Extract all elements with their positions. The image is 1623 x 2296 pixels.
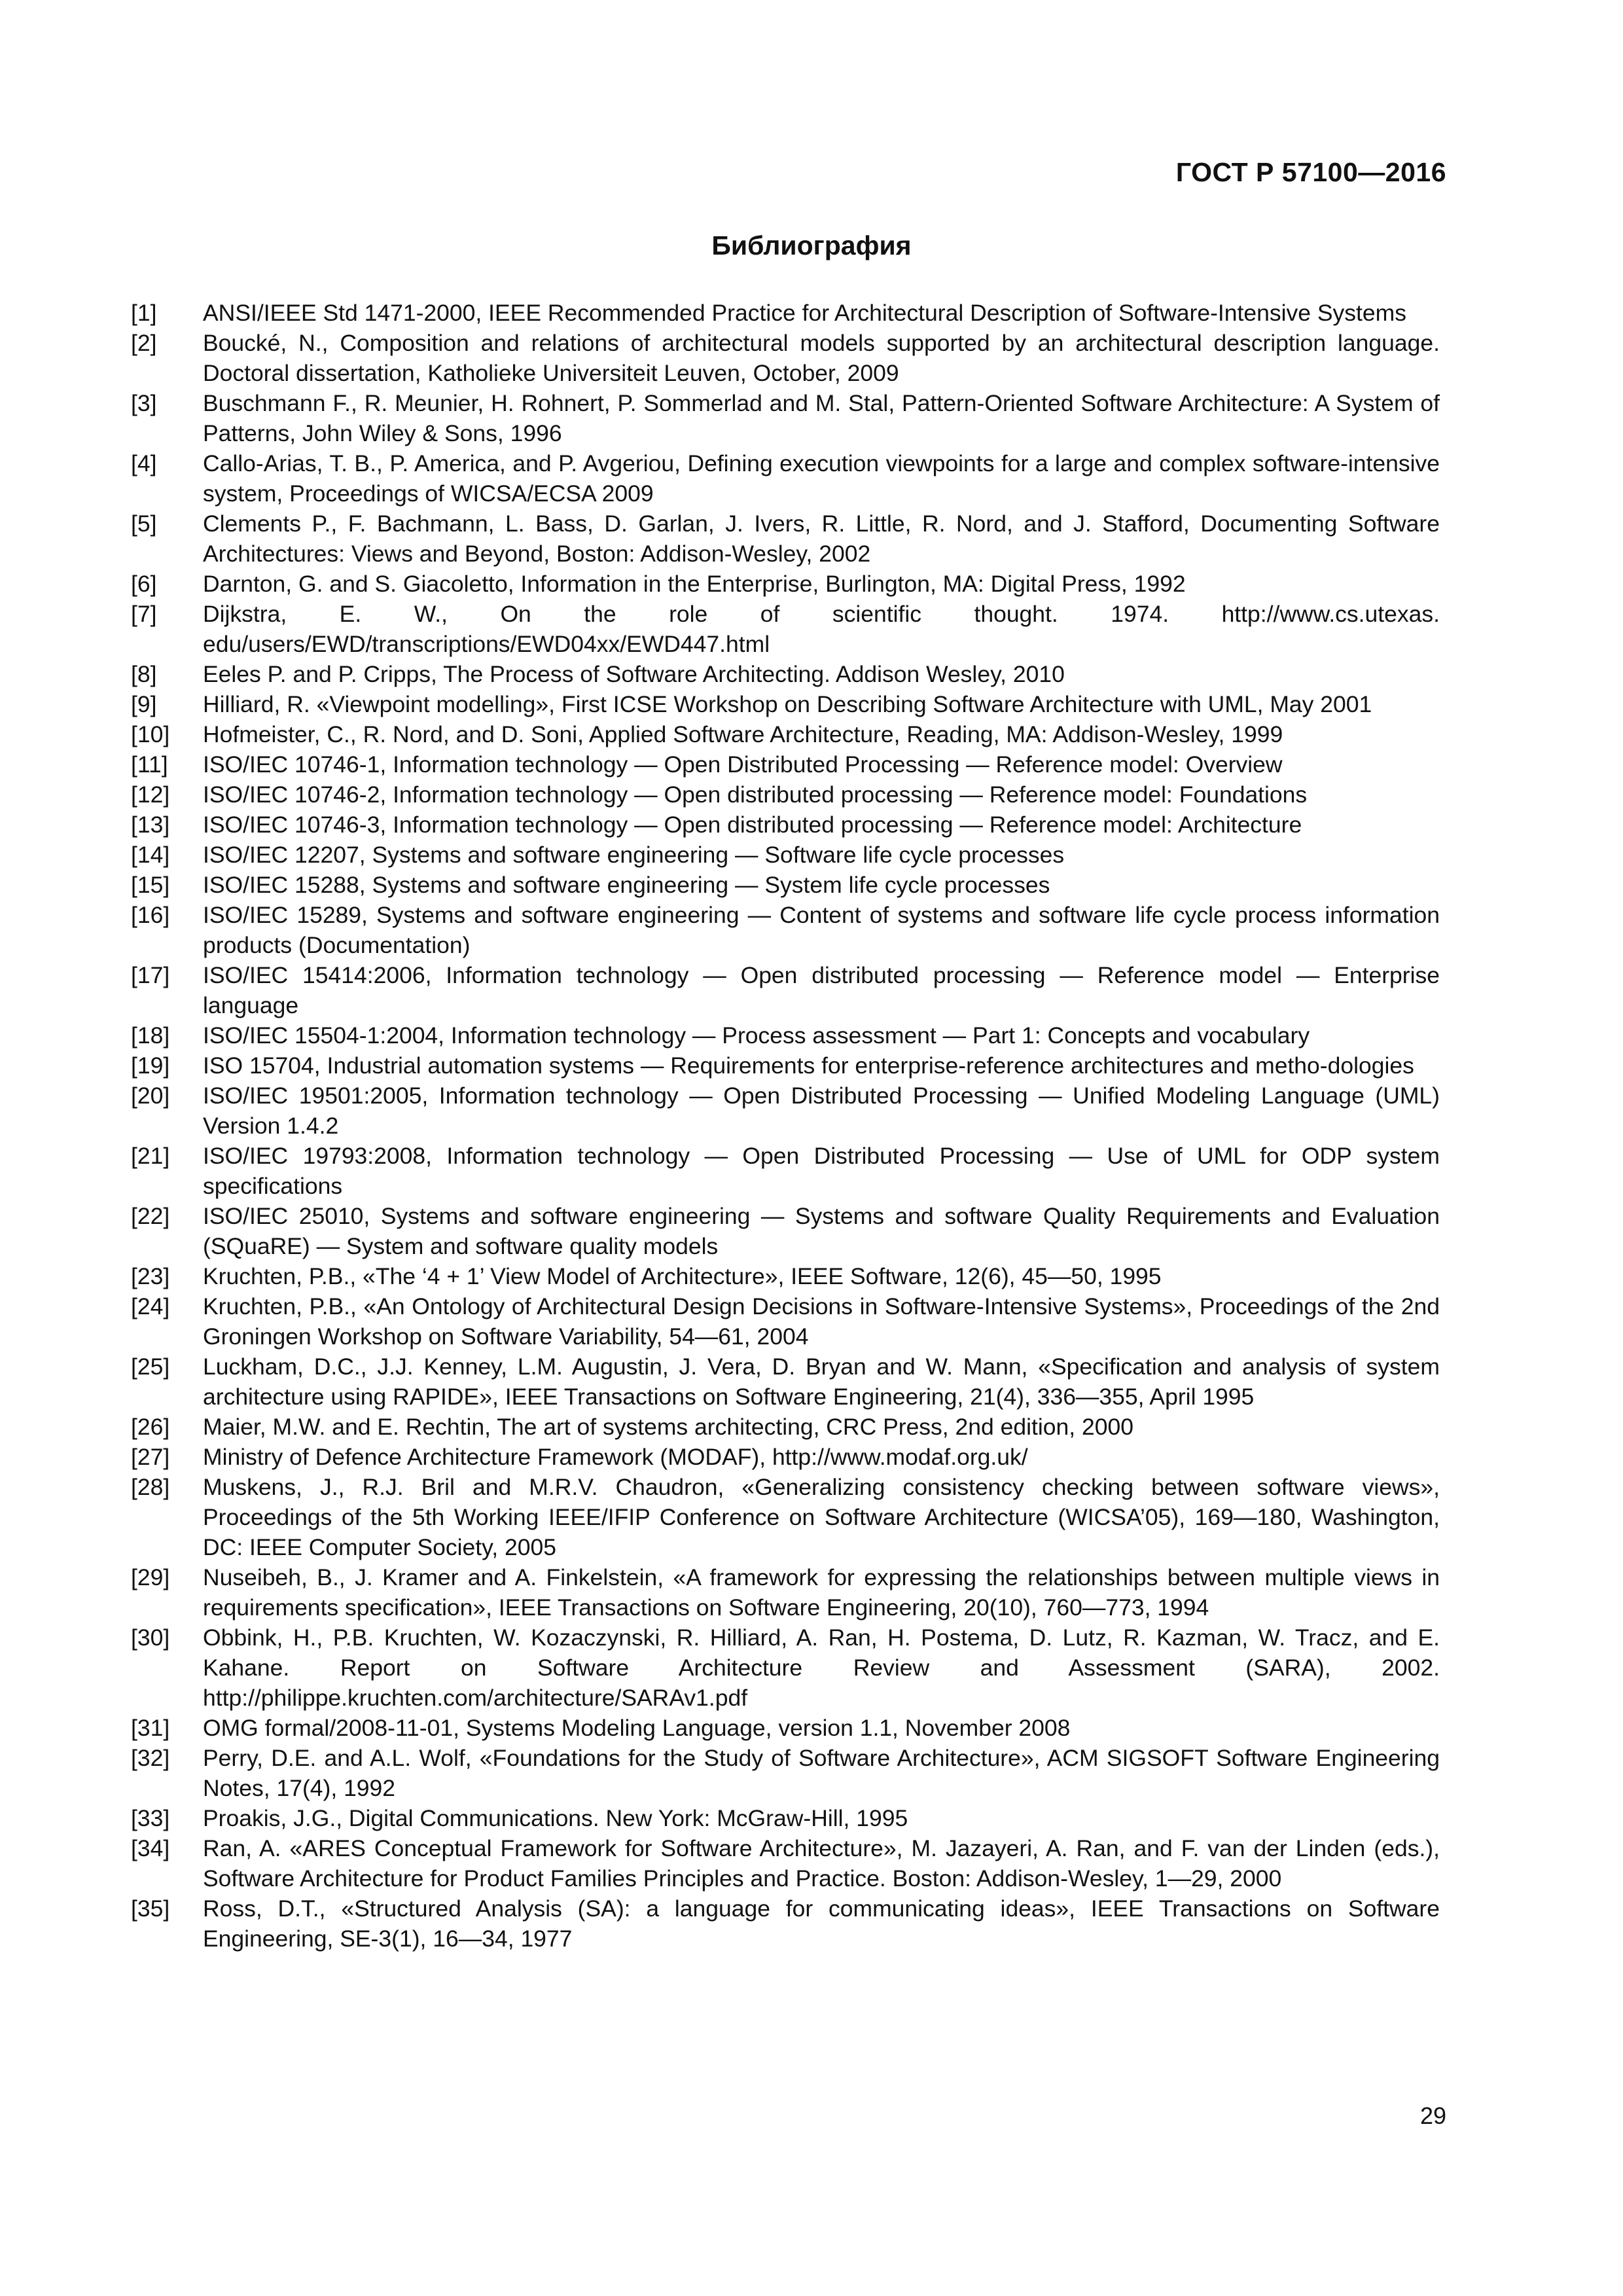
entry-text: ISO 15704, Industrial automation systems — Requirements for enterprise-reference architectures and metho-dologies xyxy=(203,1052,1414,1079)
entry-text: ISO/IEC 12207, Systems and software engineering — Software life cycle processes xyxy=(203,842,1065,868)
bibliography-entry xyxy=(131,689,1440,719)
entry-text: ISO/IEC 19793:2008, Information technology — Open Distributed Processing — Use of UML for ODP system specifications xyxy=(203,1143,1440,1199)
entry-number: [20] xyxy=(131,1083,170,1109)
bibliography-entry xyxy=(131,599,1440,659)
entry-text: Kruchten, P.B., «An Ontology of Architectural Design Decisions in Software-Intensive Systems», Proceedings of the 2nd Groningen Workshop on Software Variability, 54—61, 2004 xyxy=(203,1293,1440,1350)
bibliography-entry xyxy=(131,810,1440,840)
entry-text: Hilliard, R. «Viewpoint modelling», First ICSE Workshop on Describing Software Architecture with UML, May 2001 xyxy=(203,691,1372,717)
entry-text: ISO/IEC 10746-1, Information technology — Open Distributed Processing — Reference model: Overview xyxy=(203,751,1283,778)
bibliography-entry xyxy=(131,1020,1440,1050)
entry-number: [25] xyxy=(131,1354,170,1380)
entry-text: ANSI/IEEE Std 1471-2000, IEEE Recommended Practice for Architectural Description of Software-Intensive Systems xyxy=(203,300,1406,326)
entry-text: ISO/IEC 10746-2, Information technology — Open distributed processing — Reference model: Foundations xyxy=(203,781,1308,808)
entry-number: [18] xyxy=(131,1022,170,1049)
entry-number: [22] xyxy=(131,1203,170,1229)
bibliography-entry xyxy=(131,749,1440,780)
entry-number: [5] xyxy=(131,511,157,537)
page-title: Библиография xyxy=(711,230,912,260)
entry-text: Darnton, G. and S. Giacoletto, Information in the Enterprise, Burlington, MA: Digital Press, 1992 xyxy=(203,571,1186,597)
bibliography-entry xyxy=(131,1081,1440,1141)
entry-text: Buschmann F., R. Meunier, H. Rohnert, P. Sommerlad and M. Stal, Pattern-Oriented Software Architecture: A System of Patterns, John Wiley & Sons, 1996 xyxy=(203,390,1440,446)
entry-number: [21] xyxy=(131,1143,170,1169)
bibliography-entry xyxy=(131,1893,1440,1954)
entry-number: [31] xyxy=(131,1715,170,1741)
bibliography-entry xyxy=(131,1201,1440,1261)
bibliography-entry xyxy=(131,328,1440,388)
entry-text: Boucké, N., Composition and relations of architectural models supported by an architectural description language. Doctoral dissertation, Katholieke Universiteit Leuven, October, 2009 xyxy=(203,330,1440,386)
entry-text: Dijkstra, E. W., On the role of scientific thought. 1974. http://www.cs.utexas. edu/users/EWD/transcriptions/EWD04xx/EWD447.html xyxy=(203,601,1440,657)
bibliography-entry xyxy=(131,1743,1440,1803)
entry-number: [19] xyxy=(131,1052,170,1079)
bibliography-entry xyxy=(131,569,1440,599)
bibliography-entry xyxy=(131,1803,1440,1833)
entry-number: [23] xyxy=(131,1263,170,1289)
entry-number: [14] xyxy=(131,842,170,868)
entry-number: [4] xyxy=(131,450,157,476)
entry-text: ISO/IEC 15289, Systems and software engineering — Content of systems and software life cycle process information products (Documentation) xyxy=(203,902,1440,958)
entry-text: ISO/IEC 15288, Systems and software engineering — System life cycle processes xyxy=(203,872,1050,898)
entry-number: [26] xyxy=(131,1414,170,1440)
bibliography-entry xyxy=(131,1623,1440,1713)
entry-text: Ross, D.T., «Structured Analysis (SA): a language for communicating ideas», IEEE Transactions on Software Engineering, SE-3(1), 16—34, 1977 xyxy=(203,1895,1440,1952)
entry-number: [17] xyxy=(131,962,170,988)
entry-number: [1] xyxy=(131,300,157,326)
entry-number: [9] xyxy=(131,691,157,717)
entry-number: [8] xyxy=(131,661,157,687)
entry-number: [13] xyxy=(131,812,170,838)
entry-number: [28] xyxy=(131,1474,170,1500)
entry-text: Ran, A. «ARES Conceptual Framework for Software Architecture», M. Jazayeri, A. Ran, and F. van der Linden (eds.), Software Architecture for Product Families Principles and Practice. Boston: Addison-Wesley, 1—29, 2000 xyxy=(203,1835,1440,1892)
entry-number: [15] xyxy=(131,872,170,898)
entry-number: [12] xyxy=(131,781,170,808)
bibliography-entry xyxy=(131,1713,1440,1743)
entry-text: Muskens, J., R.J. Bril and M.R.V. Chaudron, «Generalizing consistency checking between software views», Proceedings of the 5th Working IEEE/IFIP Conference on Software Architecture (WICSA’05), 169—180, Washington, DC: IEEE Computer Society, 2005 xyxy=(203,1474,1440,1560)
bibliography-entry xyxy=(131,840,1440,870)
bibliography-entry xyxy=(131,870,1440,900)
entry-number: [29] xyxy=(131,1564,170,1590)
page-number: 29 xyxy=(1419,2102,1446,2129)
bibliography-entry xyxy=(131,1050,1440,1081)
bibliography-entry xyxy=(131,448,1440,509)
bibliography-entry xyxy=(131,900,1440,960)
bibliography-entry xyxy=(131,1833,1440,1893)
bibliography-entry xyxy=(131,1442,1440,1472)
entry-text: ISO/IEC 10746-3, Information technology — Open distributed processing — Reference model: Architecture xyxy=(203,812,1302,838)
entry-text: OMG formal/2008-11-01, Systems Modeling Language, version 1.1, November 2008 xyxy=(203,1715,1071,1741)
entry-text: Nuseibeh, B., J. Kramer and A. Finkelstein, «A framework for expressing the relationships between multiple views in requirements specification», IEEE Transactions on Software Engineering, 20(10), 760—773, 1994 xyxy=(203,1564,1440,1621)
entry-text: Ministry of Defence Architecture Framework (MODAF), http://www.modaf.org.uk/ xyxy=(203,1444,1028,1470)
bibliography-entry xyxy=(131,960,1440,1020)
entry-text: Perry, D.E. and A.L. Wolf, «Foundations for the Study of Software Architecture», ACM SIGSOFT Software Engineering Notes, 17(4), 1992 xyxy=(203,1745,1440,1801)
entry-text: Proakis, J.G., Digital Communications. New York: McGraw-Hill, 1995 xyxy=(203,1805,908,1831)
entry-text: ISO/IEC 15504-1:2004, Information technology — Process assessment — Part 1: Concepts and vocabulary xyxy=(203,1022,1310,1049)
entry-number: [27] xyxy=(131,1444,170,1470)
bibliography-entry xyxy=(131,719,1440,749)
entry-number: [2] xyxy=(131,330,157,356)
entry-number: [34] xyxy=(131,1835,170,1861)
bibliography-entry xyxy=(131,780,1440,810)
entry-text: ISO/IEC 19501:2005, Information technology — Open Distributed Processing — Unified Modeling Language (UML) Version 1.4.2 xyxy=(203,1083,1440,1139)
bibliography-entry xyxy=(131,388,1440,448)
bibliography-entry xyxy=(131,659,1440,689)
entry-number: [3] xyxy=(131,390,157,416)
entry-text: ISO/IEC 15414:2006, Information technology — Open distributed processing — Reference model — Enterprise language xyxy=(203,962,1440,1018)
entry-text: Luckham, D.C., J.J. Kenney, L.M. Augustin, J. Vera, D. Bryan and W. Mann, «Specification and analysis of system architecture using RAPIDE», IEEE Transactions on Software Engineering, 21(4), 336—355, April 1995 xyxy=(203,1354,1440,1410)
bibliography-entry xyxy=(131,298,1440,328)
standard-code: ГОСТ Р 57100—2016 xyxy=(1175,157,1446,187)
entry-number: [11] xyxy=(131,751,168,778)
entry-number: [24] xyxy=(131,1293,170,1319)
entry-text: Obbink, H., P.B. Kruchten, W. Kozaczynski, R. Hilliard, A. Ran, H. Postema, D. Lutz, R. Kazman, W. Tracz, and E. Kahane. Report on Software Architecture Review and Assessment (SARA), 2002. http://philippe.kruchten.com/architecture/SARAv1.pdf xyxy=(203,1624,1440,1711)
bibliography-entry xyxy=(131,509,1440,569)
bibliography-list xyxy=(131,298,1440,1954)
entry-number: [30] xyxy=(131,1624,170,1651)
bibliography-entry xyxy=(131,1562,1440,1623)
bibliography-entry xyxy=(131,1352,1440,1412)
bibliography-entry xyxy=(131,1291,1440,1352)
entry-text: Hofmeister, C., R. Nord, and D. Soni, Applied Software Architecture, Reading, MA: Addison-Wesley, 1999 xyxy=(203,721,1283,747)
entry-number: [6] xyxy=(131,571,157,597)
entry-number: [32] xyxy=(131,1745,170,1771)
entry-number: [35] xyxy=(131,1895,170,1922)
entry-text: Clements P., F. Bachmann, L. Bass, D. Garlan, J. Ivers, R. Little, R. Nord, and J. Stafford, Documenting Software Architectures: Views and Beyond, Boston: Addison-Wesley, 2002 xyxy=(203,511,1440,567)
entry-number: [16] xyxy=(131,902,170,928)
bibliography-entry xyxy=(131,1412,1440,1442)
entry-number: [7] xyxy=(131,601,157,627)
entry-text: Kruchten, P.B., «The ‘4 + 1’ View Model of Architecture», IEEE Software, 12(6), 45—50, 1995 xyxy=(203,1263,1162,1289)
entry-text: Callo-Arias, T. B., P. America, and P. Avgeriou, Defining execution viewpoints for a large and complex software-intensive system, Proceedings of WICSA/ECSA 2009 xyxy=(203,450,1440,507)
entry-number: [10] xyxy=(131,721,170,747)
entry-number: [33] xyxy=(131,1805,170,1831)
bibliography-entry xyxy=(131,1141,1440,1201)
bibliography-entry xyxy=(131,1261,1440,1291)
entry-text: Eeles P. and P. Cripps, The Process of Software Architecting. Addison Wesley, 2010 xyxy=(203,661,1065,687)
bibliography-entry xyxy=(131,1472,1440,1562)
entry-text: ISO/IEC 25010, Systems and software engineering — Systems and software Quality Requirements and Evaluation (SQuaRE) — System and software quality models xyxy=(203,1203,1440,1259)
entry-text: Maier, M.W. and E. Rechtin, The art of systems architecting, CRC Press, 2nd edition, 2000 xyxy=(203,1414,1133,1440)
